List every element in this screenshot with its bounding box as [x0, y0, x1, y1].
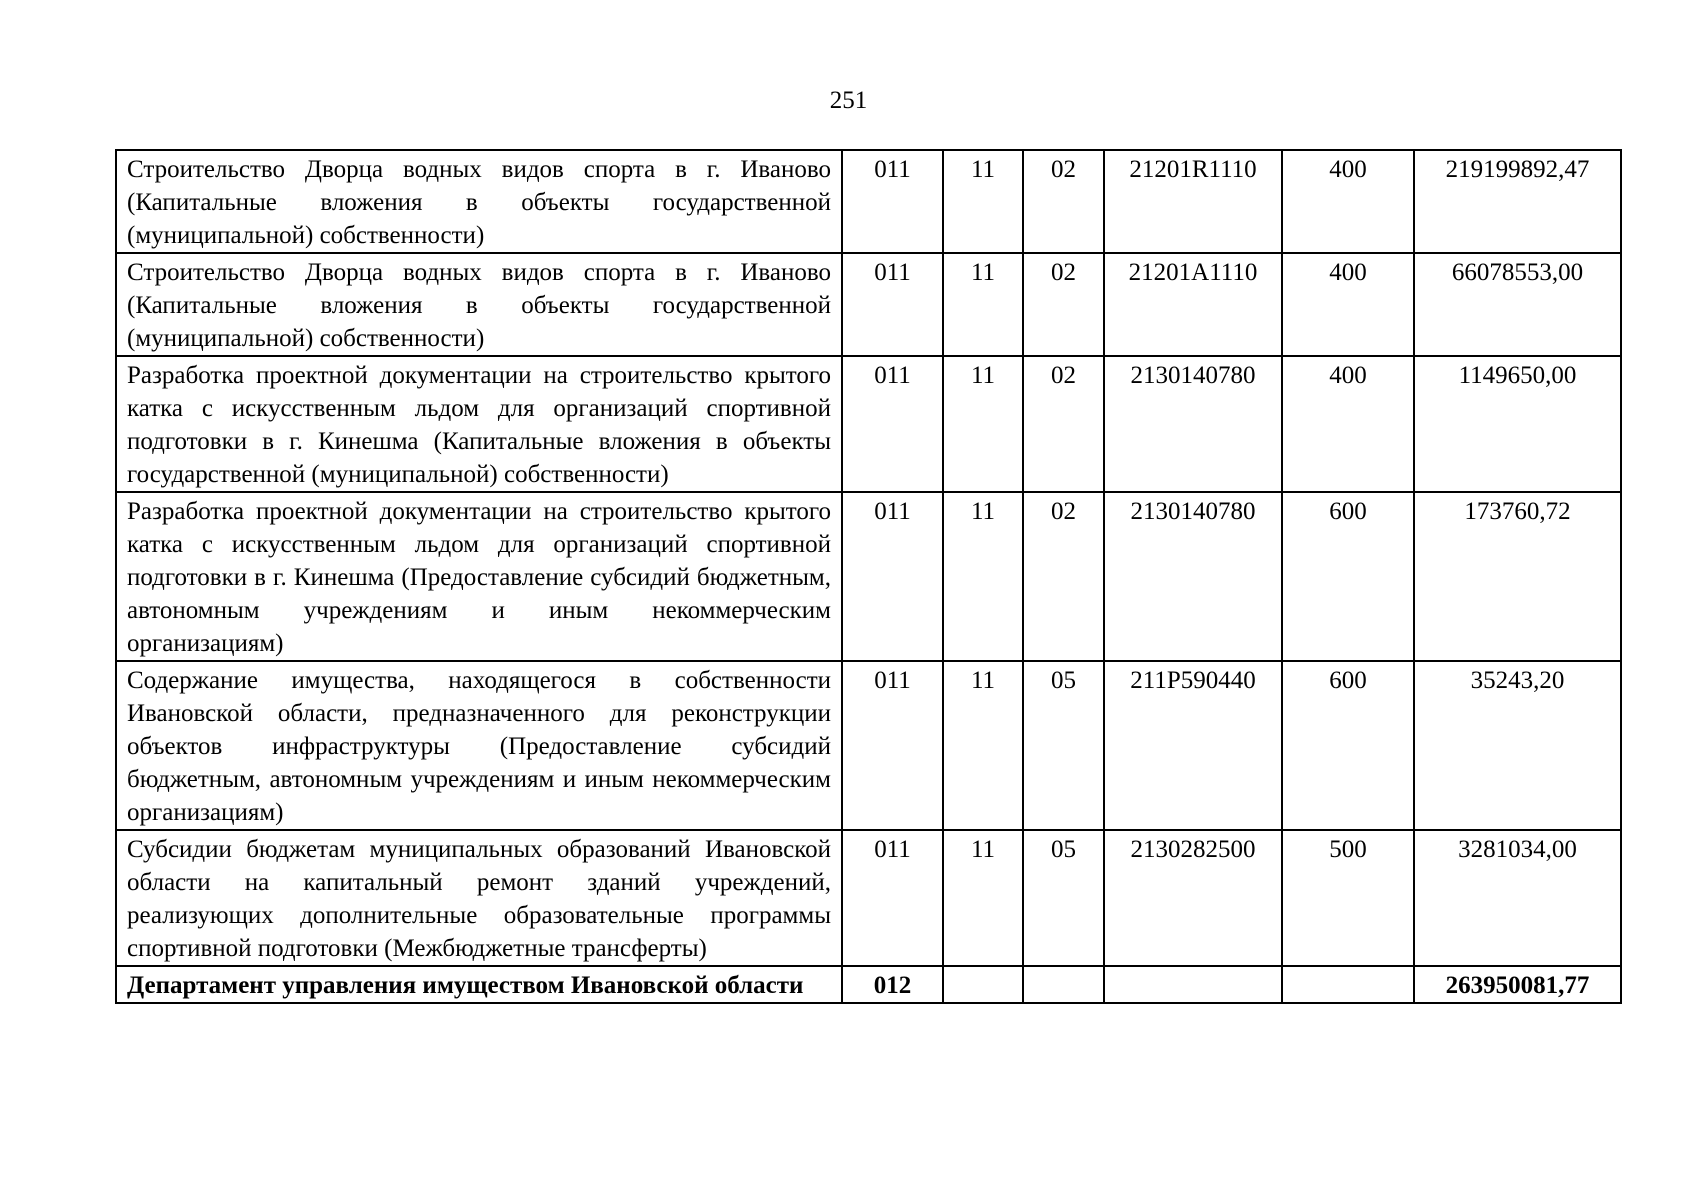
- amount-cell: 35243,20: [1414, 661, 1621, 830]
- ministry-code-cell: 011: [842, 356, 943, 492]
- subsection-code-cell: 02: [1023, 253, 1104, 356]
- expense-name-cell: Разработка проектной документации на строительство крытого катка с искусственным льдом для организаций спортивной подготовки в г. Кинешма (Предоставление субсидий бюджетным, автономным учреждениям и иным некоммерческим организациям): [116, 492, 842, 661]
- subsection-code-cell: 02: [1023, 492, 1104, 661]
- section-code-cell: 11: [943, 830, 1023, 966]
- department-total-row: [116, 966, 1621, 1003]
- subsection-code-cell: [1023, 966, 1104, 1003]
- section-code-cell: 11: [943, 253, 1023, 356]
- amount-cell: 219199892,47: [1414, 150, 1621, 253]
- subsection-code-cell: 05: [1023, 661, 1104, 830]
- expense-type-cell: 400: [1282, 150, 1414, 253]
- table-row: [116, 661, 1621, 830]
- budget-table: [115, 149, 1622, 1004]
- subsection-code-cell: 02: [1023, 356, 1104, 492]
- target-article-cell: 2130282500: [1104, 830, 1282, 966]
- amount-cell: 3281034,00: [1414, 830, 1621, 966]
- ministry-code-cell: 011: [842, 830, 943, 966]
- section-code-cell: 11: [943, 661, 1023, 830]
- amount-cell: 1149650,00: [1414, 356, 1621, 492]
- expense-name-cell: Содержание имущества, находящегося в собственности Ивановской области, предназначенного для реконструкции объектов инфраструктуры (Предоставление субсидий бюджетным, автономным учреждениям и иным некоммерческим организациям): [116, 661, 842, 830]
- table-row: [116, 830, 1621, 966]
- amount-cell: 173760,72: [1414, 492, 1621, 661]
- table-row: [116, 492, 1621, 661]
- department-name-cell: Департамент управления имуществом Ивановской области: [116, 966, 842, 1003]
- ministry-code-cell: 012: [842, 966, 943, 1003]
- target-article-cell: 211P590440: [1104, 661, 1282, 830]
- target-article-cell: 2130140780: [1104, 492, 1282, 661]
- subsection-code-cell: 05: [1023, 830, 1104, 966]
- section-code-cell: 11: [943, 356, 1023, 492]
- table-row: [116, 150, 1621, 253]
- ministry-code-cell: 011: [842, 253, 943, 356]
- expense-type-cell: 400: [1282, 253, 1414, 356]
- page-number: 251: [829, 87, 868, 114]
- section-code-cell: [943, 966, 1023, 1003]
- table-row: [116, 253, 1621, 356]
- ministry-code-cell: 011: [842, 150, 943, 253]
- expense-name-cell: Разработка проектной документации на строительство крытого катка с искусственным льдом для организаций спортивной подготовки в г. Кинешма (Капитальные вложения в объекты государственной (муниципальной) собственности): [116, 356, 842, 492]
- target-article-cell: 21201R1110: [1104, 150, 1282, 253]
- expense-type-cell: [1282, 966, 1414, 1003]
- expense-type-cell: 500: [1282, 830, 1414, 966]
- ministry-code-cell: 011: [842, 492, 943, 661]
- expense-name-cell: Строительство Дворца водных видов спорта в г. Иваново (Капитальные вложения в объекты государственной (муниципальной) собственности): [116, 150, 842, 253]
- section-code-cell: 11: [943, 150, 1023, 253]
- expense-name-cell: Субсидии бюджетам муниципальных образований Ивановской области на капитальный ремонт зданий учреждений, реализующих дополнительные образовательные программы спортивной подготовки (Межбюджетные трансферты): [116, 830, 842, 966]
- total-amount-cell: 263950081,77: [1414, 966, 1621, 1003]
- target-article-cell: 2130140780: [1104, 356, 1282, 492]
- expense-type-cell: 600: [1282, 492, 1414, 661]
- expense-name-cell: Строительство Дворца водных видов спорта в г. Иваново (Капитальные вложения в объекты государственной (муниципальной) собственности): [116, 253, 842, 356]
- expense-type-cell: 400: [1282, 356, 1414, 492]
- table-row: [116, 356, 1621, 492]
- subsection-code-cell: 02: [1023, 150, 1104, 253]
- target-article-cell: [1104, 966, 1282, 1003]
- expense-type-cell: 600: [1282, 661, 1414, 830]
- target-article-cell: 21201А1110: [1104, 253, 1282, 356]
- amount-cell: 66078553,00: [1414, 253, 1621, 356]
- ministry-code-cell: 011: [842, 661, 943, 830]
- section-code-cell: 11: [943, 492, 1023, 661]
